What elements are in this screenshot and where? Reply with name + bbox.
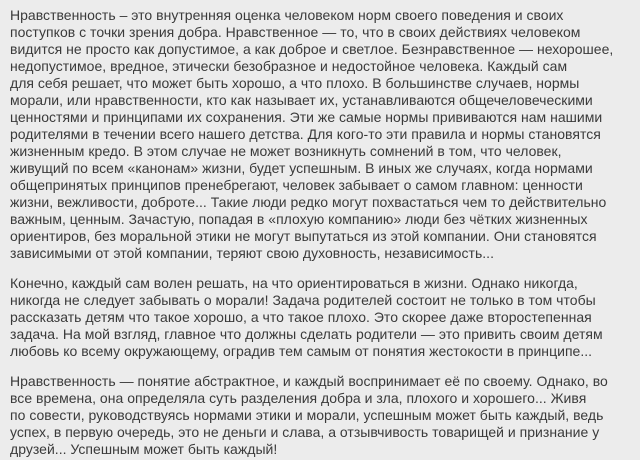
text-line: важным, ценным. Зачастую, попадая в «плохую компанию» люди без чётких жизненных <box>10 211 588 227</box>
text-line: никогда не следует забывать о морали! Задача родителей состоит не только в том чтобы <box>10 292 596 308</box>
text-line: видится не просто как допустимое, а как доброе и светлое. Безнравственное — нехорошее, <box>10 41 614 57</box>
text-line: жизненным кредо. В этом случае не может возникнуть сомнений в том, что человек, <box>10 143 562 159</box>
text-line: успех, в первую очередь, это не деньги и слава, а отзывчивость товарищей и признание у <box>10 424 600 440</box>
text-line: зависимыми от этой компании, теряют свою духовность, независимость... <box>10 245 494 261</box>
paragraph-1 <box>10 7 640 262</box>
text-line: ценностями и принципами их сохранения. Эти же самые нормы прививаются нам нашими <box>10 109 603 125</box>
paragraph-3 <box>10 373 640 458</box>
text-line: друзей... Успешным может быть каждый! <box>10 441 278 457</box>
text-line: живущий по всем «канонам» жизни, будет успешным. В иных же случаях, когда нормами <box>10 160 593 176</box>
paragraph-2 <box>10 275 640 360</box>
text-line: общепринятых принципов пренебрегают, человек забывает о самом главном: ценности <box>10 177 583 193</box>
text-line: рассказать детям что такое хорошо, а что такое плохо. Это скорее даже второстепенная <box>10 309 592 325</box>
text-line: для себя решает, что может быть хорошо, а что плохо. В большинстве случаев, нормы <box>10 75 580 91</box>
text-line: любовь ко всему окружающему, оградив тем самым от понятия жестокости в принципе... <box>10 343 593 359</box>
text-line: все времена, она определяла суть разделения добра и зла, плохого и хорошего... Живя <box>10 390 587 406</box>
text-line: морали, или нравственности, кто как называет их, устанавливаются общечеловеческими <box>10 92 593 108</box>
text-line: Нравственность – это внутренняя оценка человеком норм своего поведения и своих <box>10 7 564 23</box>
text-line: задача. На мой взгляд, главное что должны сделать родители — это привить своим детям <box>10 326 603 342</box>
text-line: поступков с точки зрения добра. Нравственное — то, что в своих действиях человеком <box>10 24 581 40</box>
text-line: по совести, руководствуясь нормами этики и морали, успешным может быть каждый, ведь <box>10 407 604 423</box>
text-line: Нравственность — понятие абстрактное, и каждый воспринимает её по своему. Однако, во <box>10 373 608 389</box>
text-line: жизни, вежливости, доброте... Такие люди редко могут похвастаться чем то действительно <box>10 194 607 210</box>
text-line: недопустимое, вредное, этически безобразное и недостойное человека. Каждый сам <box>10 58 568 74</box>
text-line: родителями в течении всего нашего детства. Для кого-то эти правила и нормы становятся <box>10 126 601 142</box>
text-line: ориентиров, без моральной этики не могут выпутаться из этой компании. Они становятся <box>10 228 597 244</box>
text-line: Конечно, каждый сам волен решать, на что ориентироваться в жизни. Однако никогда, <box>10 275 578 291</box>
